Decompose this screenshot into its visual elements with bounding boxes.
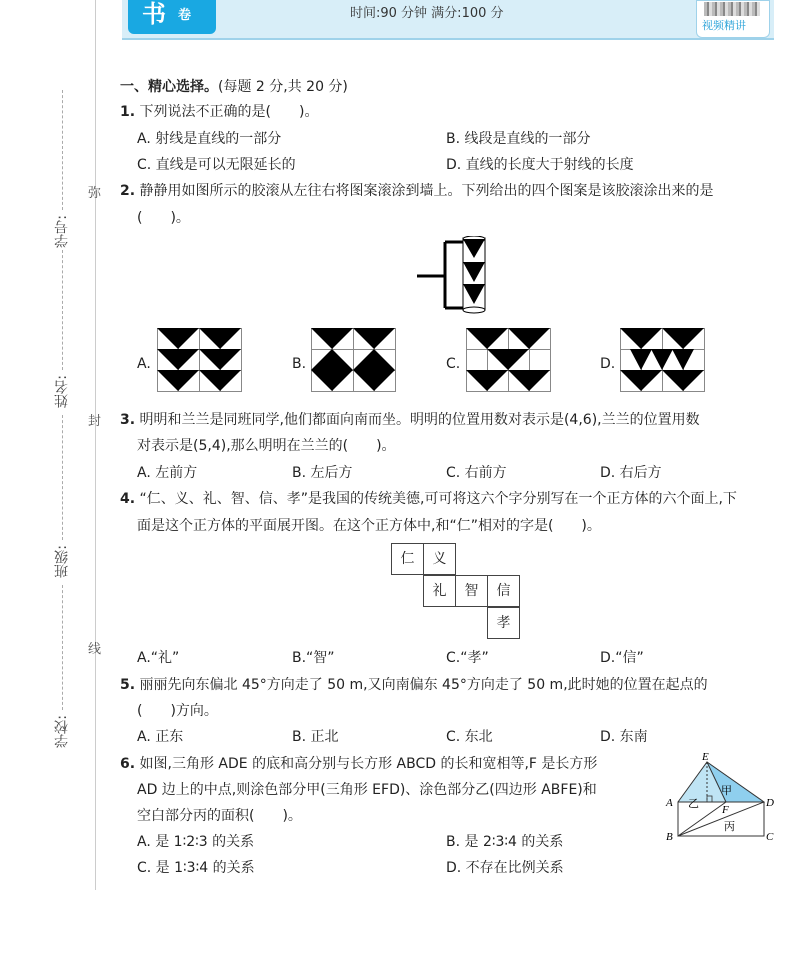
q5-option-b[interactable]: B. 正北 <box>292 729 339 745</box>
q2-label-c[interactable]: C. <box>446 356 461 372</box>
q5-option-c[interactable]: C. 东北 <box>446 729 493 745</box>
q4-text-2: 面是这个正方体的平面展开图。在这个正方体中,和“仁”相对的字是( )。 <box>137 518 601 534</box>
q2-pattern-d[interactable] <box>620 328 706 394</box>
fig-label-yi: 乙 <box>688 797 699 810</box>
q2-label-b[interactable]: B. <box>292 356 307 372</box>
q3-text-1: 明明和兰兰是同班同学,他们都面向南而坐。明明的位置用数对表示是(4,6),兰兰的位置用数 <box>139 412 700 428</box>
q6-option-b[interactable]: B. 是 2∶3∶4 的关系 <box>446 834 564 850</box>
fig-label-a: A <box>666 797 673 809</box>
logo-big: 书 <box>142 0 166 28</box>
q3-stem <box>120 410 700 430</box>
logo <box>128 0 216 34</box>
q1-option-b[interactable]: B. 线段是直线的一部分 <box>446 131 591 147</box>
section-heading <box>120 77 348 97</box>
q6-text-3: 空白部分丙的面积( )。 <box>137 808 302 824</box>
q1-option-d[interactable]: D. 直线的长度大于射线的长度 <box>446 157 634 173</box>
q3-option-d[interactable]: D. 右后方 <box>600 465 662 481</box>
q4-option-c[interactable]: C.“孝” <box>446 650 489 666</box>
q2-pattern-b[interactable] <box>311 328 397 394</box>
q5-text-1: 丽丽先向东偏北 45°方向走了 50 m,又向南偏东 45°方向走了 50 m,此时她的位置在起点的 <box>139 677 708 693</box>
fig-label-d: D <box>766 797 774 809</box>
q1-number: 1. <box>120 104 136 120</box>
margin-line <box>95 0 96 890</box>
q2-label-a[interactable]: A. <box>137 356 151 372</box>
q3-option-a[interactable]: A. 左前方 <box>137 465 198 481</box>
fig-label-jia: 甲 <box>721 784 732 797</box>
q4-stem <box>120 489 737 509</box>
q2-label-d[interactable]: D. <box>600 356 616 372</box>
class-label: 班级: <box>54 545 70 578</box>
seal-char: 线 <box>88 642 102 657</box>
side-dash <box>62 415 64 540</box>
q6-number: 6. <box>120 756 136 772</box>
net-cell: 仁 <box>391 543 424 575</box>
q6-option-a[interactable]: A. 是 1∶2∶3 的关系 <box>137 834 255 850</box>
net-cell: 义 <box>423 543 456 575</box>
seal-char: 弥 <box>88 186 102 201</box>
seal-char: 封 <box>88 414 102 429</box>
side-dash <box>62 250 64 370</box>
q1-stem <box>120 102 318 122</box>
q5-stem <box>120 675 708 695</box>
q5-option-a[interactable]: A. 正东 <box>137 729 184 745</box>
q6-text-1: 如图,三角形 ADE 的底和高分别与长方形 ABCD 的长和宽相等,F 是长方形 <box>139 756 598 772</box>
roller-figure <box>415 236 495 314</box>
q2-text-1: 静静用如图所示的胶滚从左往右将图案滚涂到墙上。下列给出的四个图案是该胶滚涂出来的是 <box>139 183 714 199</box>
q4-option-d[interactable]: D.“信” <box>600 650 644 666</box>
q2-pattern-a[interactable] <box>157 328 243 394</box>
q3-option-c[interactable]: C. 右前方 <box>446 465 507 481</box>
q4-option-b[interactable]: B.“智” <box>292 650 335 666</box>
q5-text-2: ( )方向。 <box>137 703 218 719</box>
q1-text: 下列说法不正确的是( )。 <box>139 104 319 120</box>
net-cell: 智 <box>455 575 488 607</box>
logo-small: 卷 <box>178 8 192 23</box>
exam-info: 时间:90 分钟 满分:100 分 <box>350 6 504 21</box>
q6-option-d[interactable]: D. 不存在比例关系 <box>446 860 564 876</box>
section-note: (每题 2 分,共 20 分) <box>218 79 348 95</box>
q5-option-d[interactable]: D. 东南 <box>600 729 648 745</box>
net-cell: 信 <box>487 575 520 607</box>
q4-text-1: “仁、义、礼、智、信、孝”是我国的传统美德,可可将这六个字分别写在一个正方体的六个面上,下 <box>139 491 737 507</box>
q3-text-2: 对表示是(5,4),那么明明在兰兰的( )。 <box>137 438 396 454</box>
q6-geometry-figure <box>664 750 780 850</box>
q3-number: 3. <box>120 412 136 428</box>
q2-stem <box>120 181 714 201</box>
q2-number: 2. <box>120 183 136 199</box>
side-dash <box>62 585 64 710</box>
net-cell: 孝 <box>487 607 520 639</box>
video-label[interactable]: 视频精讲 <box>702 19 746 32</box>
qr-code-icon[interactable] <box>704 2 760 16</box>
side-dash <box>62 90 64 210</box>
section-title: 一、精心选择。 <box>120 79 218 95</box>
fig-label-f: F <box>722 804 729 816</box>
q4-number: 4. <box>120 491 136 507</box>
q2-text-2: ( )。 <box>137 210 190 226</box>
q4-option-a[interactable]: A.“礼” <box>137 650 180 666</box>
net-cell: 礼 <box>423 575 456 607</box>
q5-number: 5. <box>120 677 136 693</box>
name-label: 姓名: <box>54 375 70 408</box>
q3-option-b[interactable]: B. 左后方 <box>292 465 353 481</box>
fig-label-c: C <box>766 831 774 843</box>
q6-option-c[interactable]: C. 是 1∶3∶4 的关系 <box>137 860 255 876</box>
q6-text-2: AD 边上的中点,则涂色部分甲(三角形 EFD)、涂色部分乙(四边形 ABFE)和 <box>137 782 597 798</box>
fig-label-b: B <box>666 831 673 843</box>
q2-pattern-c[interactable] <box>466 328 552 394</box>
q6-stem <box>120 754 597 774</box>
q1-option-a[interactable]: A. 射线是直线的一部分 <box>137 131 282 147</box>
fig-label-bing: 丙 <box>724 820 735 833</box>
fig-label-e: E <box>702 751 709 763</box>
q1-option-c[interactable]: C. 直线是可以无限延长的 <box>137 157 296 173</box>
school-label: 学校: <box>54 715 70 748</box>
student-id-label: 学号: <box>54 215 70 248</box>
